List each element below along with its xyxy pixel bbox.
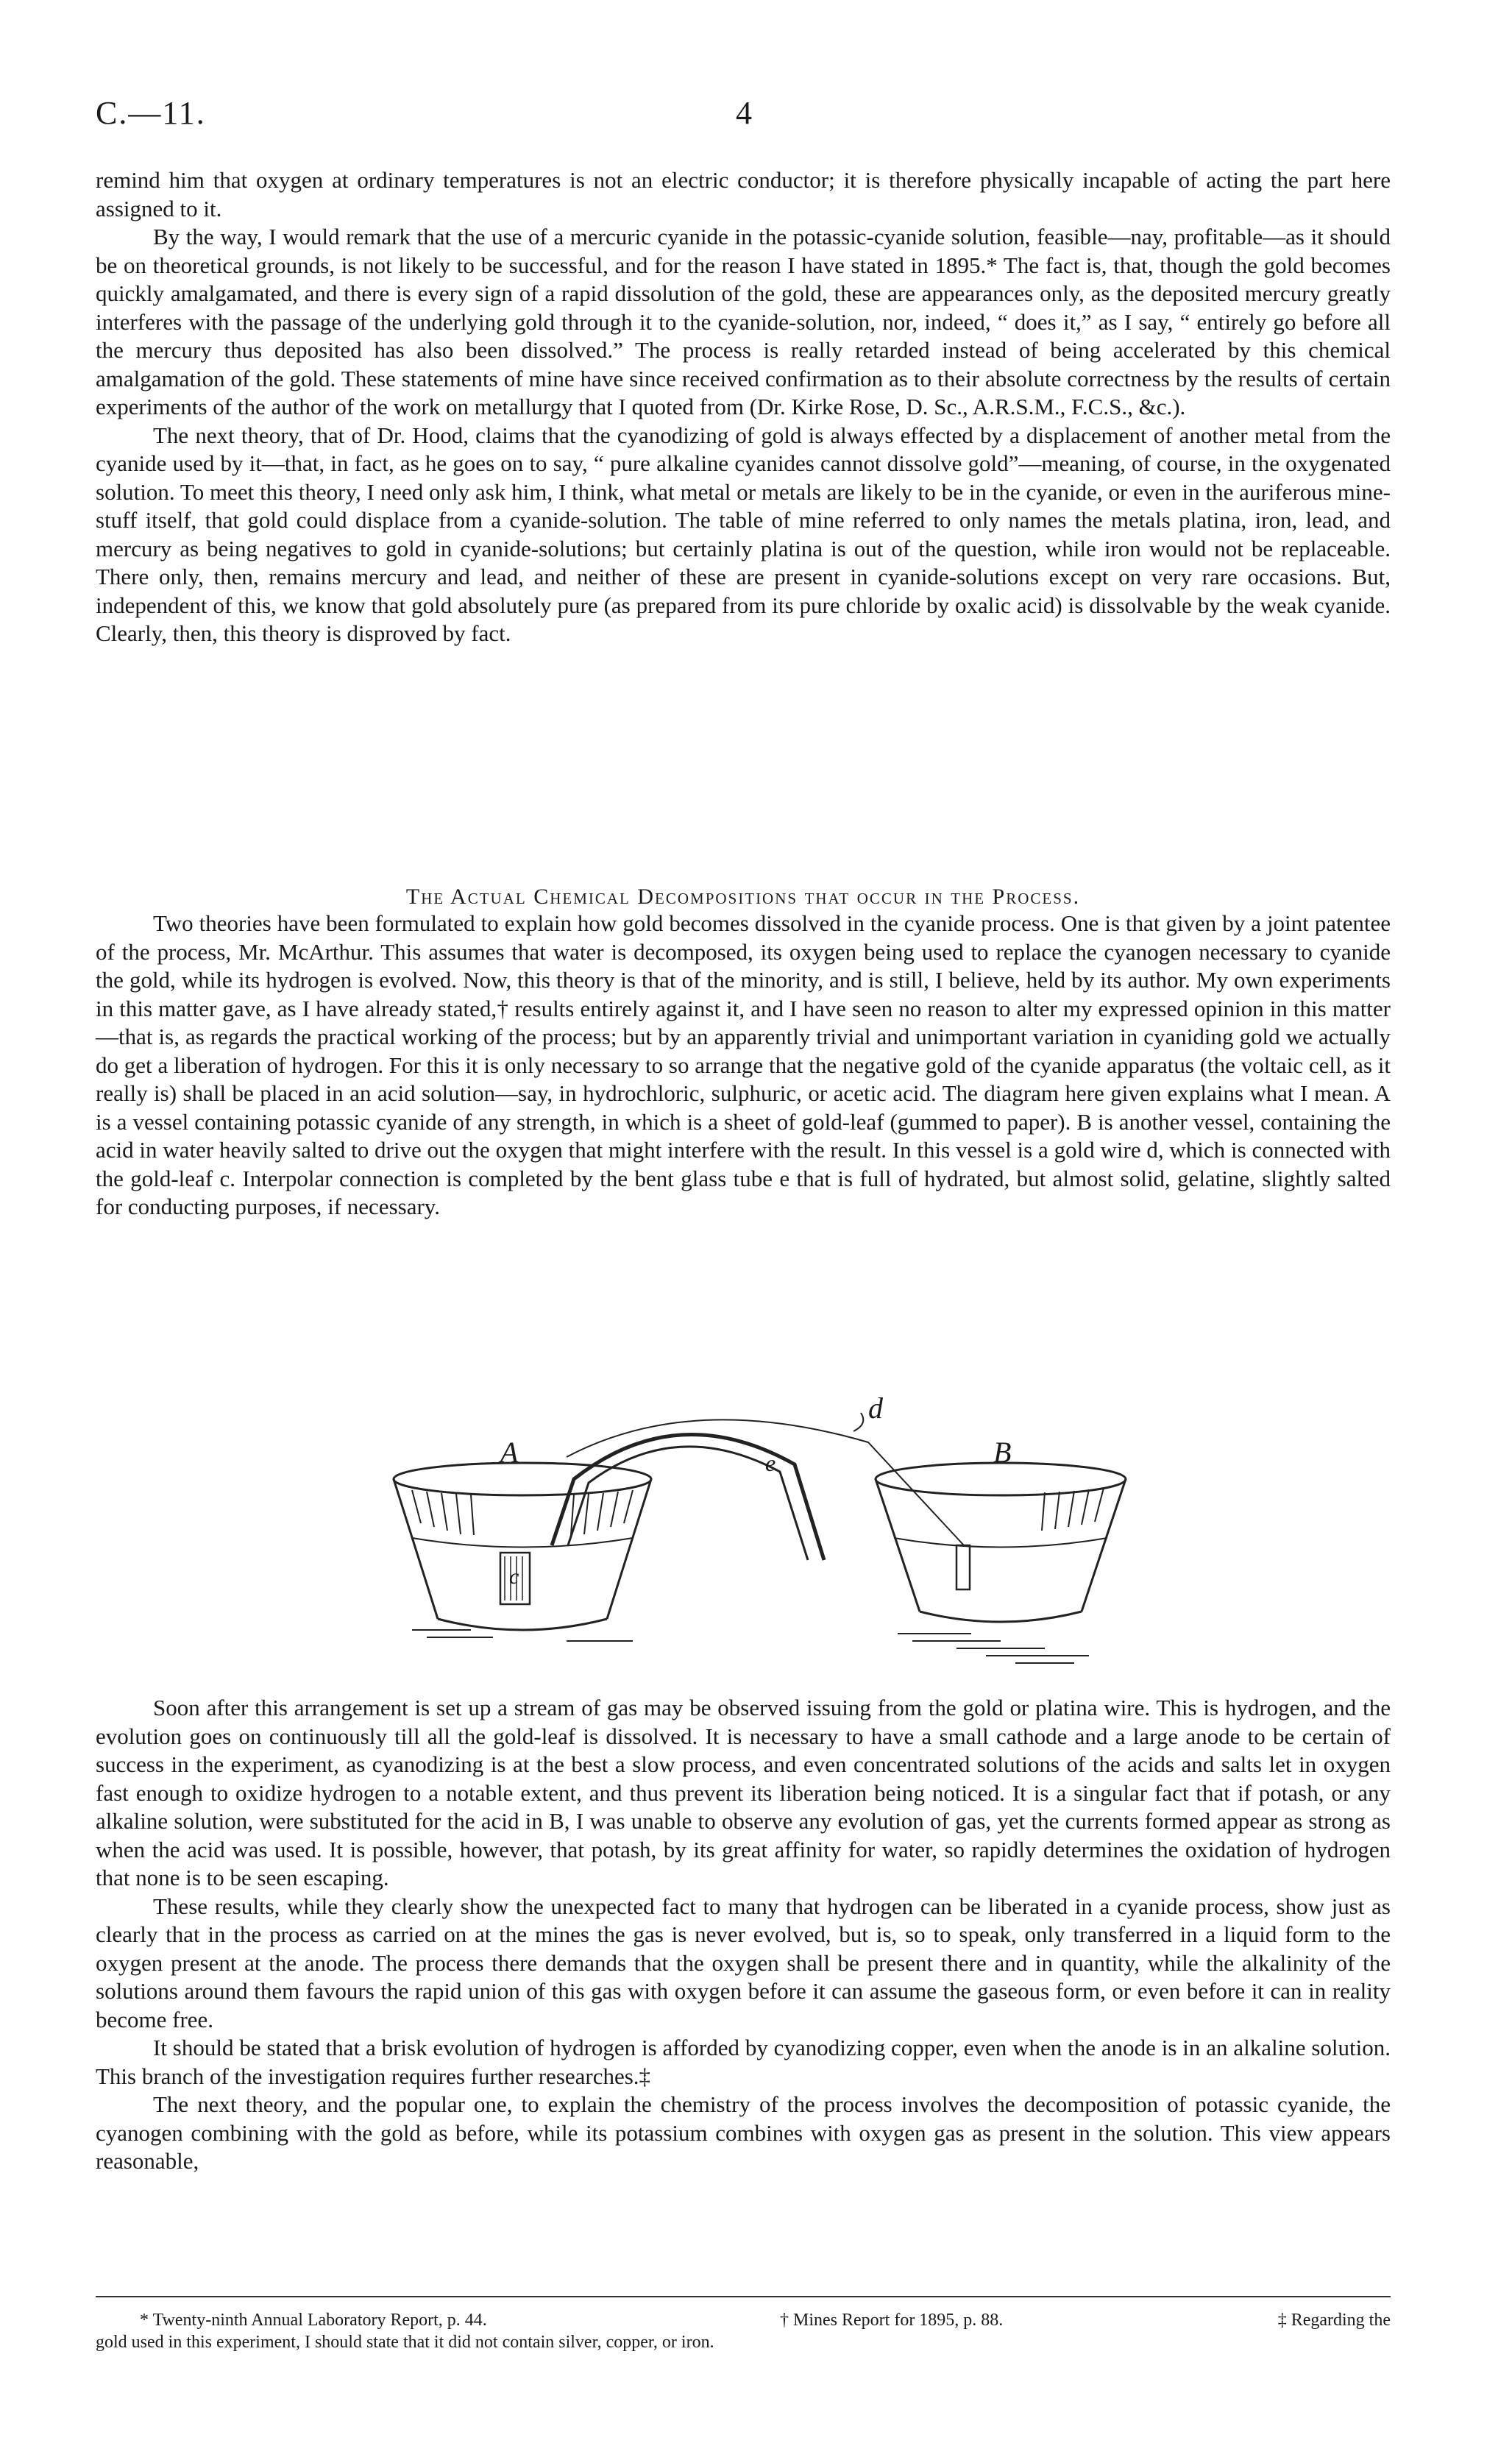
vessel-a — [394, 1463, 651, 1630]
paragraph: Two theories have been formulated to explain how gold becomes dissolved in the cyanide process. One is that given by a joint patentee of the process, Mr. McArthur. This assumes that water is decomposed, its oxygen being used to replace the cyanogen necessary to cyanide the gold, while its hydrogen is evolved. Now, this theory is that of the minority, and is still, I believe, held by its author. My own experiments in this matter gave, as I have already stated,† results entirely against it, and I have seen no reason to alter my expressed opinion in this matter—that is, as regards the practical working of the process; but by an apparently trivial and unimportant variation in cyaniding gold we actually do get a liberation of hydrogen. For this it is only necessary to so arrange that the negative gold of the cyanide apparatus (the voltaic cell, as it really is) shall be placed in an acid solution—say, in hydrochloric, sulphuric, or acetic acid. The diagram here given explains what I mean. A is a vessel containing potassic cyanide of any strength, in which is a sheet of gold-leaf (gummed to paper). B is another vessel, containing the acid in water heavily salted to drive out the oxygen that might interfere with the result. In this vessel is a gold wire d, which is connected with the gold-leaf c. Interpolar connection is completed by the bent glass tube e that is full of hydrated, but almost solid, gelatine, slightly salted for conducting purposes, if necessary. — [96, 910, 1391, 1219]
footnote-3: ‡ Regarding the — [1277, 2311, 1391, 2330]
body-text-top — [96, 166, 1391, 648]
paragraph: These results, while they clearly show the unexpected fact to many that hydrogen can be liberated in a cyanide process, show just as clearly that in the process as carried on at the mines the gas is never evolved, but is, so to speak, only transferred in a liquid form to the oxygen present at the anode. The process there demands that the oxygen shall be present there and in quantity, while the alkalinity of the solutions around them favours the rapid union of this gas with oxygen before it can assume the gaseous form, or even before it can in reality become free. — [96, 1893, 1391, 2032]
document-reference: C.—11. — [96, 95, 206, 131]
paragraph: By the way, I would remark that the use of a mercuric cyanide in the potassic-cyanide solution, feasible—nay, profitable—as it should be on theoretical grounds, is not likely to be successful, and for the reason I have stated in 1895.* The fact is, that, though the gold becomes quickly amalgamated, and there is every sign of a rapid dissolution of the gold, these are appearances only, as the deposited mercury greatly interferes with the passage of the underlying gold through it to the cyanide-solution, nor, indeed, “ does it,” as I say, “ entirely go before all the mercury thus deposited has also been dissolved.” The process is really retarded instead of being accelerated by this chemical amalgamation of the gold. These statements of mine have since received confirmation as to their absolute correctness by the results of certain experiments of the author of the work on metallurgy that I quoted from (Dr. Kirke Rose, D. Sc., A.R.S.M., F.C.S., &c.). — [96, 224, 1391, 419]
paragraph: Soon after this arrangement is set up a stream of gas may be observed issuing from the gold or platina wire. This is hydrogen, and the evolution goes on continuously till all the gold-leaf is dissolved. It is necessary to have a small cathode and a large anode to be certain of success in the experiment, as cyanodizing is at the best a slow process, and even concentrated solutions of the acids and salts let in oxygen fast enough to oxidize hydrogen to a notable extent, and thus prevent its liberation being noticed. It is a singular fact that if potash, or any alkaline solution, were substituted for the acid in B, I was unable to observe any evolution of gas, yet the currents formed appear as strong as when the acid was used. It is possible, however, that potash, by its great affinity for water, so rapidly determines the oxidation of hydrogen that none is to be seen escaping. — [96, 1695, 1391, 1890]
footnote-2: † Mines Report for 1895, p. 88. — [780, 2311, 1004, 2330]
paragraph: remind him that oxygen at ordinary temperatures is not an electric conductor; it is therefore physically incapable of acting the part here assigned to it. — [96, 167, 1391, 221]
footnote-3-continuation: gold used in this experiment, I should state that it did not contain silver, copper, or iron. — [96, 2333, 714, 2352]
label-e: e — [765, 1450, 776, 1476]
label-d: d — [868, 1392, 883, 1425]
label-a: A — [500, 1436, 519, 1469]
footnote-1: * Twenty-ninth Annual Laboratory Report, p. 44. — [140, 2311, 487, 2330]
paragraph: It should be stated that a brisk evolution of hydrogen is afforded by cyanodizing copper, even when the anode is in an alkaline solution. This branch of the investigation requires further researches.‡ — [96, 2035, 1391, 2089]
paragraph: The next theory, and the popular one, to explain the chemistry of the process involves the decomposition of potassic cyanide, the cyanogen combining with the gold as before, while its potassium combines with oxygen gas as present in the solution. This view appears reasonable, — [96, 2091, 1391, 2174]
body-text-bottom — [96, 1694, 1391, 2176]
section-heading: The Actual Chemical Decompositions that occur in the Process. — [405, 885, 1081, 909]
footnotes — [96, 2309, 1391, 2353]
label-c: c — [509, 1564, 519, 1589]
vessel-b — [876, 1463, 1126, 1622]
label-b: B — [993, 1436, 1012, 1469]
footnote-divider — [96, 2296, 1391, 2297]
apparatus-illustration — [383, 1398, 1148, 1685]
body-text-middle — [96, 910, 1391, 1222]
apparatus-diagram — [383, 1392, 1148, 1685]
paragraph: The next theory, that of Dr. Hood, claims that the cyanodizing of gold is always effected by a displacement of another metal from the cyanide used by it—that, in fact, as he goes on to say, “ pure alkaline cyanides cannot dissolve gold”—meaning, of course, in the oxygenated solution. To meet this theory, I need only ask him, I think, what metal or metals are likely to be in the cyanide, or even in the auriferous mine-stuff itself, that gold could displace from a cyanide-solution. The table of mine referred to only names the metals platina, iron, lead, and mercury as being negatives to gold in cyanide-solutions; but certainly platina is out of the question, while iron would not be replaceable. There only, then, remains mercury and lead, and neither of these are present in cyanide-solutions except on very rare occasions. But, independent of this, we know that gold absolutely pure (as prepared from its pure chloride by oxalic acid) is dissolvable by the weak cyanide. Clearly, then, this theory is disproved by fact. — [96, 422, 1391, 646]
page-header — [96, 94, 1391, 138]
page-number: 4 — [736, 95, 752, 131]
